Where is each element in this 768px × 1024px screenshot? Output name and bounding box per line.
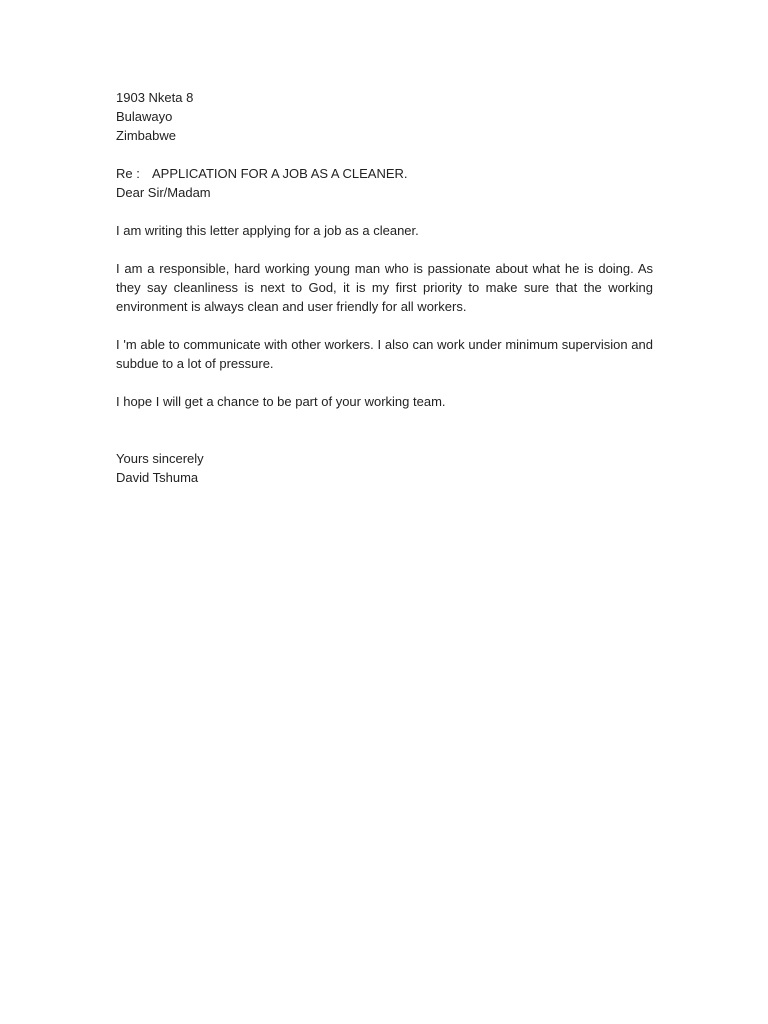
paragraph-1: I am writing this letter applying for a job as a cleaner. [116,223,419,238]
paragraph-4: I hope I will get a chance to be part of your working team. [116,394,446,409]
address-line-1: 1903 Nketa 8 [116,90,194,105]
spacer [116,202,653,221]
closing: Yours sincerely [116,451,204,466]
subject-text: APPLICATION FOR A JOB AS A CLEANER. [152,166,408,181]
subject-label: Re : [116,166,140,181]
subject-line [116,164,653,183]
spacer [116,411,653,449]
letter-body [116,88,653,487]
paragraph-3: I 'm able to communicate with other workers. I also can work under minimum supervision and subdue to a lot of pressure. [116,337,653,371]
spacer [116,373,653,392]
address-line-2: Bulawayo [116,109,173,124]
spacer [116,145,653,164]
spacer [116,240,653,259]
paragraph-2: I am a responsible, hard working young man who is passionate about what he is doing. As they say cleanliness is next to God, it is my first priority to make sure that the working environment is always clean and user friendly for all workers. [116,261,653,314]
spacer [116,316,653,335]
salutation: Dear Sir/Madam [116,185,211,200]
sender-address [116,88,653,145]
address-line-3: Zimbabwe [116,128,176,143]
signature-name: David Tshuma [116,470,199,485]
